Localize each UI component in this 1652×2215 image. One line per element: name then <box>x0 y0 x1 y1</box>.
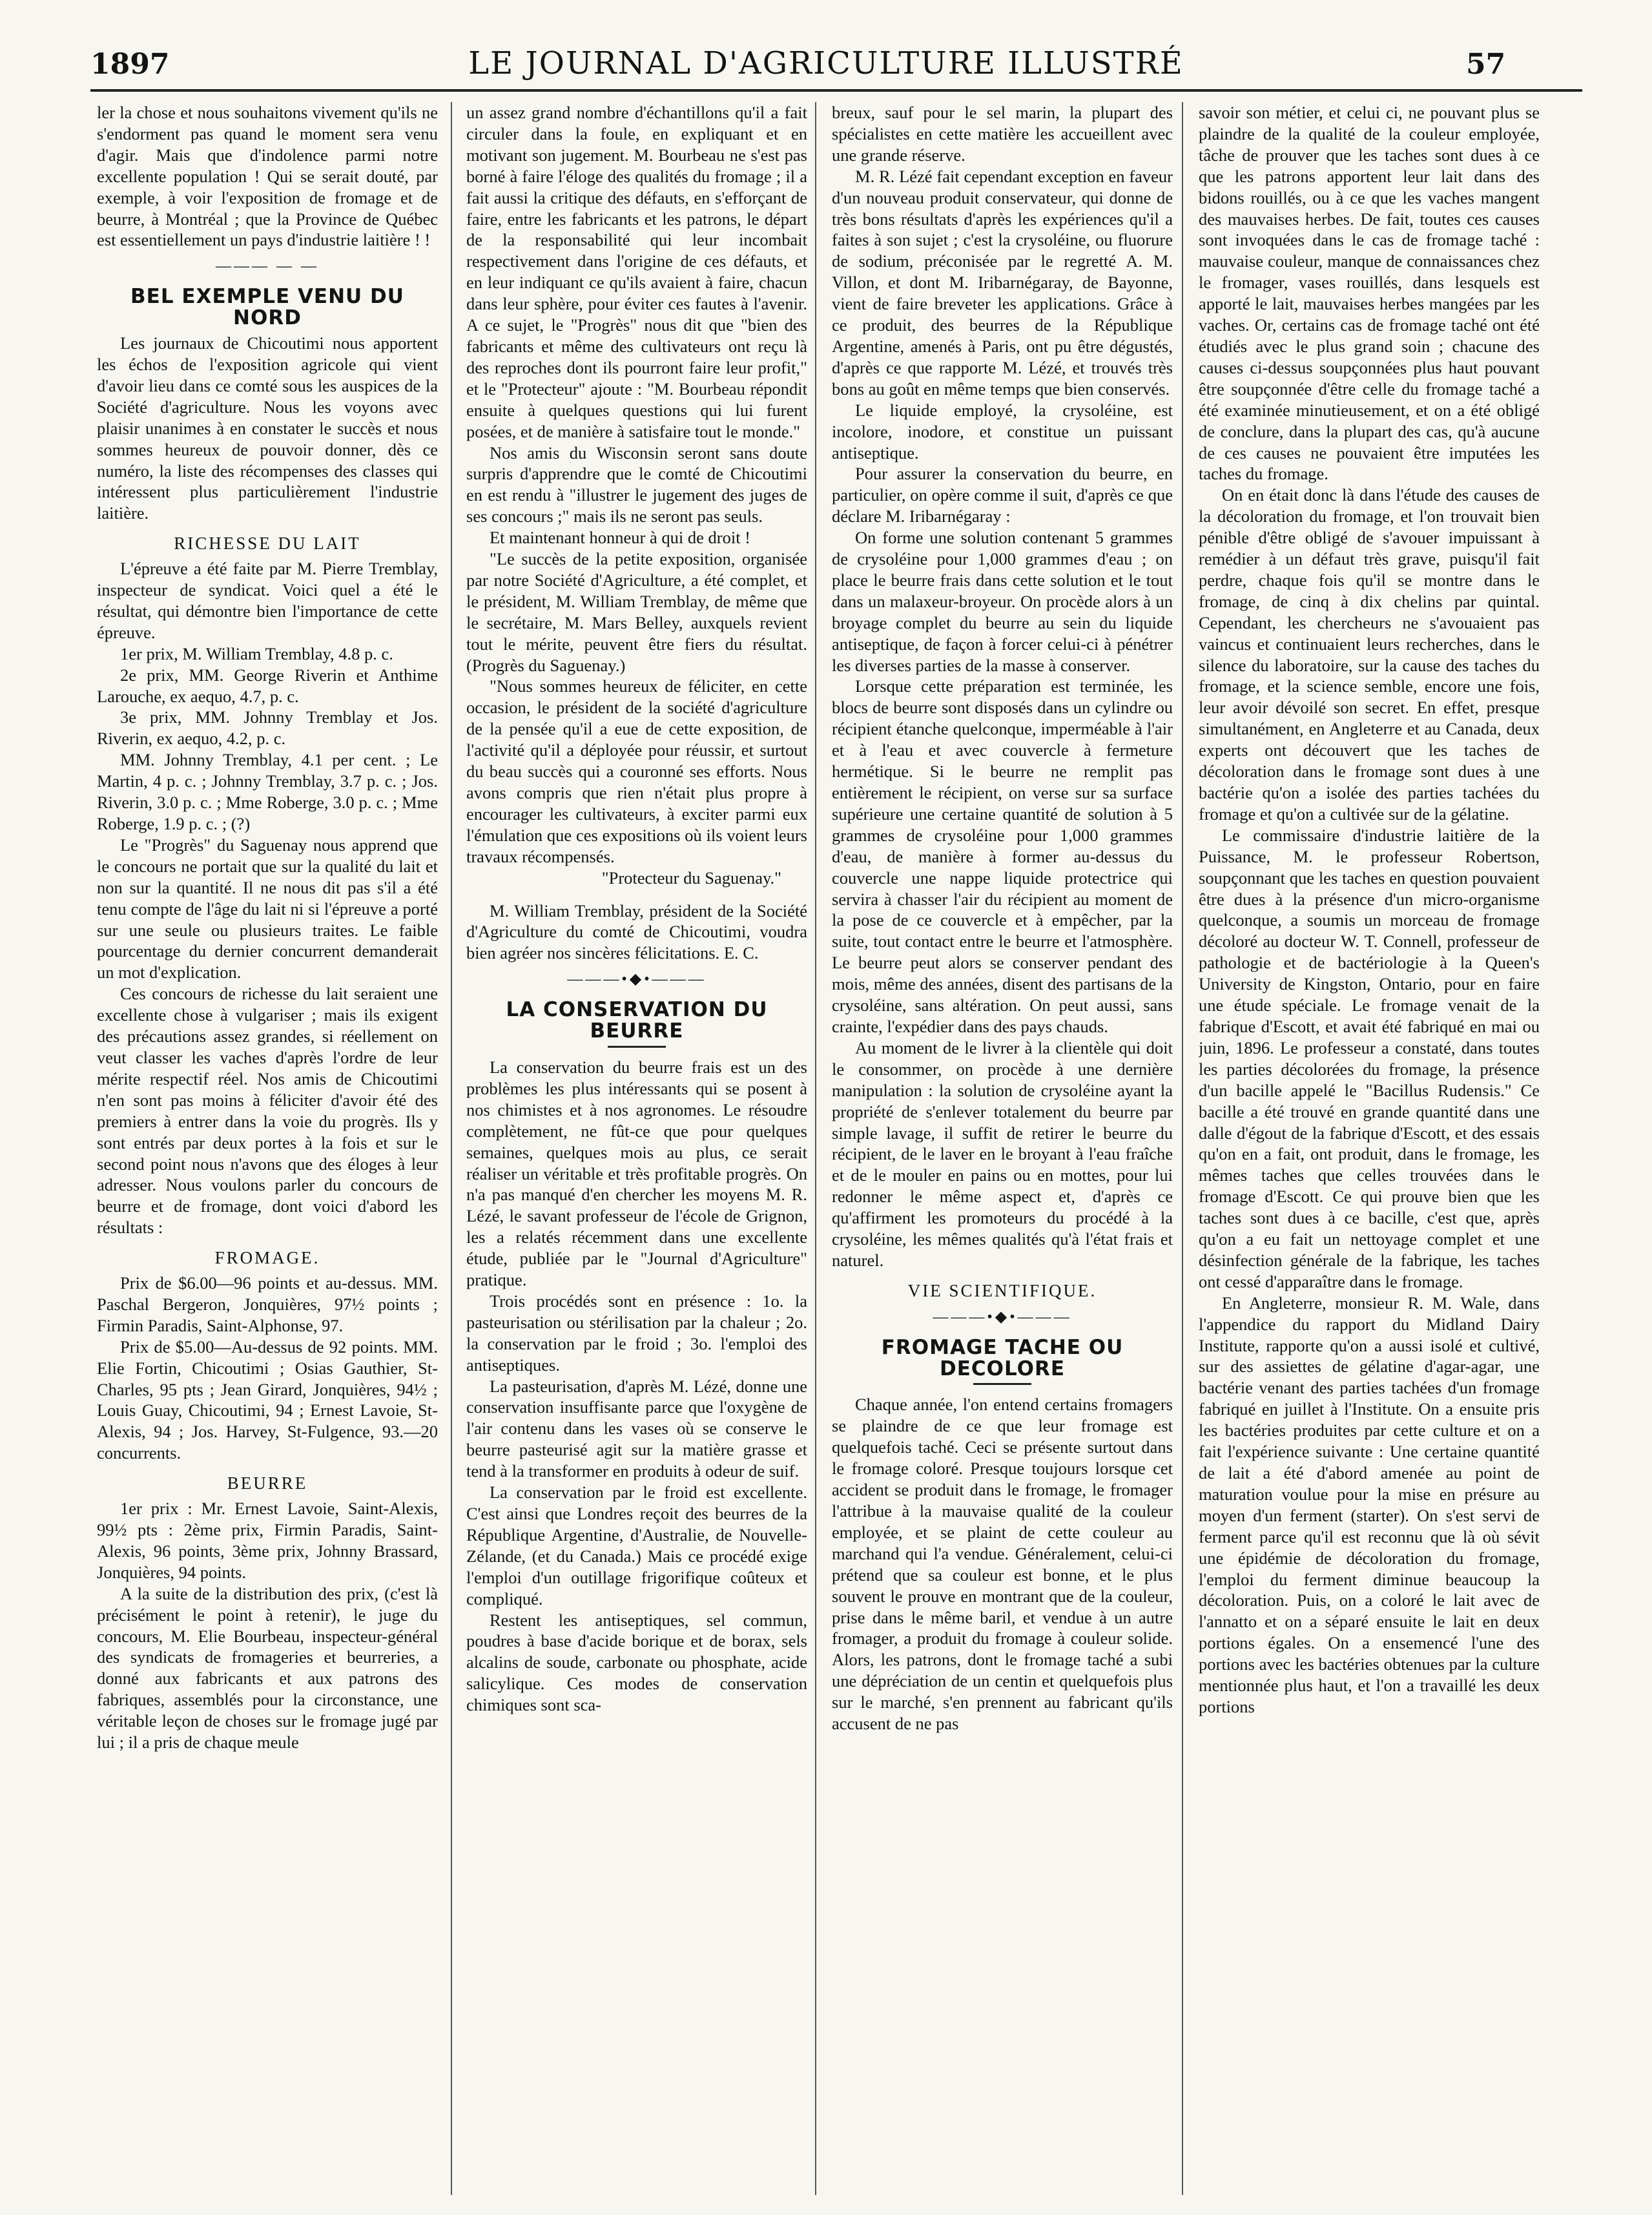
paragraph: On forme une solution contenant 5 grammes de crysoléine pour 1,000 grammes d'eau ; on place le beurre frais dans cette solution et le tout dans un malaxeur-broyeur. On procède alors à un broyage complet du beurre au sein du liquide antiseptique, de façon à forcer celui-ci à pénétrer les diverses parties de la masse à conserver. <box>832 528 1173 675</box>
column-1 <box>97 102 438 2195</box>
column-4 <box>1199 102 1540 2195</box>
heading-vie-scientifique: VIE SCIENTIFIQUE. <box>907 1280 1097 1300</box>
header-rule <box>90 89 1582 92</box>
paragraph: Le "Progrès" du Saguenay nous apprend que le concours ne portait que sur la qualité du lait et non sur la quantité. Il ne nous dit pas s'il a été tenu compte de l'âge du lait ni si l'épreuve a porté sur une seule ou plusieurs traites. Le faible pourcentage du dernier concurrent demanderait un mot d'explication. <box>97 835 438 983</box>
paragraph: Lorsque cette préparation est terminée, les blocs de beurre sont disposés dans un cylindre ou récipient étanche quelconque, imperméable à l'air et à l'eau et avec couvercle à fermeture hermétique. Si le beurre ne remplit pas entièrement le récipient, on verse sur sa surface supérieure une certaine quantité de solution à 5 grammes de crysoléine pour 1,000 grammes d'eau, de manière à former au-dessus du couvercle une nappe liquide protectrice qui servira à chasser l'air du récipient au moment de la pose de ce couvercle et à empêcher, par la suite, tout contact entre le beurre et l'atmosphère. Le beurre peut alors se conserver pendant des mois, même des années, disent des partisans de la crysoléine, sans altération. On peut aussi, sans crainte, l'expédier dans des pays chauds. <box>832 676 1173 1036</box>
paragraph: M. William Tremblay, président de la Société d'Agriculture du comté de Chicoutimi, voudra bien agréer nos sincères félicitations. E. C. <box>466 900 807 963</box>
page-number: 57 <box>1466 48 1506 81</box>
heading-fromage-tache: FROMAGE TACHE OU DECOLORE <box>881 1335 1124 1380</box>
heading-fromage: FROMAGE. <box>214 1248 320 1268</box>
ornament-divider: ———•◆•——— <box>933 1308 1072 1326</box>
prize-entry: Prix de $5.00—Au-dessus de 92 points. MM. Elie Fortin, Chicoutimi ; Osias Gauthier, St-Charles, 95 pts ; Jean Girard, Jonquières, 94½ ; Louis Guay, Chicoutimi, 94 ; Ernest Lavoie, St-Alexis, 94 ; Jos. Harvey, St-Fulgence, 93.—20 concurrents. <box>97 1336 438 1463</box>
page-header <box>0 0 1652 97</box>
paragraph: La pasteurisation, d'après M. Lézé, donne une conservation insuffisante parce que l'oxygène de l'air contenu dans les vases où se conserve le beurre pasteurisé agit sur la matière grasse et tend à la transformer en produits à odeur de suif. <box>466 1376 807 1481</box>
heading-rule <box>608 1046 666 1048</box>
column-2 <box>466 102 807 2195</box>
prize-entry: MM. Johnny Tremblay, 4.1 per cent. ; Le Martin, 4 p. c. ; Johnny Tremblay, 3.7 p. c. ; Jos. Riverin, 3.0 p. c. ; Mme Roberge, 3.0 p. c. ; Mme Roberge, 1.9 p. c. ; (?) <box>97 750 438 833</box>
paragraph: ler la chose et nous souhaitons vivement qu'ils ne s'endorment pas quand le moment sera venu d'agir. Mais que d'indolence parmi notre excellente population ! Qui se serait douté, par exemple, à voir l'exposition de fromage et de beurre, à Montréal ; que la Province de Québec est essentiellement un pays d'industrie laitière ! ! <box>97 103 438 250</box>
heading-richesse-du-lait: RICHESSE DU LAIT <box>174 534 361 554</box>
paragraph: A la suite de la distribution des prix, (c'est là précisément le point à retenir), le juge du concours, M. Elie Bourbeau, inspecteur-général des syndicats de fromageries et beurreries, a donné aux fabricants et aux patrons des fabriques, assemblés pour la circonstance, une véritable leçon de choses sur le fromage jugé par lui ; il a pris de chaque meule <box>97 1583 438 1752</box>
prize-entry: 1er prix : Mr. Ernest Lavoie, Saint-Alexis, 99½ pts : 2ème prix, Firmin Paradis, Saint-Alexis, 96 points, 3ème prix, Johnny Brassard, Jonquières, 94 points. <box>97 1499 438 1582</box>
paragraph: L'épreuve a été faite par M. Pierre Tremblay, inspecteur de syndicat. Voici quel a été le résultat, qui démontre bien l'importance de cette épreuve. <box>97 559 438 642</box>
paragraph: Pour assurer la conservation du beurre, en particulier, on opère comme il suit, d'après ce que déclare M. Iribarnégaray : <box>832 464 1173 526</box>
spacer <box>466 889 807 900</box>
heading-bel-exemple: BEL EXEMPLE VENU DU NORD <box>130 285 404 330</box>
column-divider <box>1182 102 1183 2195</box>
paragraph: breux, sauf pour le sel marin, la plupart des spécialistes en cette matière les accueillent avec une grande réserve. <box>832 103 1173 165</box>
paragraph: Et maintenant honneur à qui de droit ! <box>490 528 751 548</box>
paragraph: Les journaux de Chicoutimi nous apportent les échos de l'exposition agricole qui vient d'avoir lieu dans ce comté sous les auspices de la Société d'agriculture. Nous les voyons avec plaisir unanimes à en constater le succès et nous sommes heureux de pouvoir donner, dès ce numéro, la liste des récompenses des classes qui intéressent plus particulièrement l'industrie laitière. <box>97 333 438 523</box>
paragraph: En Angleterre, monsieur R. M. Wale, dans l'appendice du rapport du Midland Dairy Institute, rapporte qu'on a aussi isolé et cultivé, sur des assiettes de gélatine d'agar-agar, une bactérie venant des parties tachées d'un fromage fabriqué en juillet à l'Institute. On a ensuite pris les bactéries produites par cette culture et on a fait l'expérience suivante : Une certaine quantité de lait a été d'abord amenée au point de maturation voulue pour la mise en présure au moyen d'un ferment (starter). On s'est servi de ferment parce qu'il est reconnu que là où sévit une épidémie de décoloration du fromage, l'emploi du ferment diminue beaucoup la décoloration. Puis, on a coloré le lait avec de l'annatto et on a séparé ensuite le lait en deux portions égales. On a ensemencé l'une des portions avec les bactéries obtenues par la culture mentionnée plus haut, et l'on a travaillé les deux portions <box>1199 1293 1540 1716</box>
prize-entry: 2e prix, MM. George Riverin et Anthime Larouche, ex aequo, 4.7, p. c. <box>97 665 438 706</box>
ornament-divider: ———•◆•——— <box>567 971 707 988</box>
prize-entry: 1er prix, M. William Tremblay, 4.8 p. c. <box>120 643 393 663</box>
heading-conservation-du-beurre: LA CONSERVATION DU BEURRE <box>506 998 768 1043</box>
heading-beurre: BEURRE <box>227 1473 308 1493</box>
paragraph: Le liquide employé, la crysoléine, est incolore, inodore, et constitue un puissant antiseptique. <box>832 400 1173 463</box>
prize-entry: Prix de $6.00—96 points et au-dessus. MM. Paschal Bergeron, Jonquières, 97½ points ; Firmin Paradis, Saint-Alphonse, 97. <box>97 1273 438 1335</box>
journal-title: LE JOURNAL D'AGRICULTURE ILLUSTRÉ <box>468 45 1184 81</box>
ornament-divider: ——— — — <box>216 258 319 275</box>
paragraph: La conservation du beurre frais est un des problèmes les plus intéressants qui se posent à nos chimistes et à nos agronomes. Le résoudre complètement, ne fût-ce que pour quelques semaines, quelques mois au plus, ce serait réaliser un véritable et très profitable progrès. On n'a pas manqué d'en chercher les moyens M. R. Lézé, le savant professeur de l'école de Grignon, les a relatés récemment dans une excellente étude, publiée par le "Journal d'Agriculture" pratique. <box>466 1057 807 1290</box>
column-3 <box>832 102 1173 2195</box>
paragraph: La conservation par le froid est excellente. C'est ainsi que Londres reçoit des beurres de la République Argentine, d'Australie, de Nouvelle-Zélande, (et du Canada.) Mais ce procédé exige l'emploi d'un outillage frigorifique coûteux et compliqué. <box>466 1482 807 1608</box>
paragraph: Trois procédés sont en présence : 1o. la pasteurisation ou stérilisation par la chaleur ; 2o. la conservation par le froid ; 3o. l'emploi des antiseptiques. <box>466 1291 807 1375</box>
paragraph: M. R. Lézé fait cependant exception en faveur d'un nouveau produit conservateur, qui donne de très bons résultats d'après les expériences qu'il a faites à son sujet ; c'est la crysoléine, ou fluorure de sodium, préconisée par le regretté A. M. Villon, et dont M. Iribarnégaray, de Bayonne, vient de faire breveter les applications. Grâce à ce produit, des beurres de la République Argentine, amenés à Paris, ont pu être dégustés, d'après ce que rapporte M. Lézé, et trouvés très bons au goût en même temps que bien conservés. <box>832 166 1173 399</box>
paragraph: Le commissaire d'industrie laitière de la Puissance, M. le professeur Robertson, soupçonnant que les taches en question pouvaient être dues à la présence d'un micro-organisme quelconque, a soumis un morceau de fromage décoloré au docteur W. T. Connell, professeur de pathologie et de bactériologie à la Queen's University de Kingston, Ontario, pour en faire une étude spéciale. Le fromage venait de la fabrique d'Escott, et avait été fabriqué en mai ou juin, 1896. Le professeur a constaté, dans toutes les parties décolorées du fromage, la présence d'un bacille appelé le "Bacillus Rudensis." Ce bacille a été trouvé en grande quantité dans une dalle d'égout de la fabrique d'Escott, et des essais qu'on en a fait, ont produit, dans le fromage, les mêmes taches que celles trouvées dans le fromage d'Escott. Ce qui prouve bien que les taches sont dues à ce bacille, c'est que, après qu'on a eu fait un nettoyage complet et une désinfection générale de la fabrique, les taches ont cessé d'apparaître dans le fromage. <box>1199 825 1540 1291</box>
column-divider <box>451 102 452 2195</box>
paragraph: Ces concours de richesse du lait seraient une excellente chose à vulgariser ; mais ils exigent des précautions assez grandes, si réellement on veut classer les vaches d'après l'ordre de leur mérite respectif réel. Nos amis de Chicoutimi n'en sont pas moins à féliciter d'avoir été des premiers à entrer dans la voie du progrès. Ils y sont entrés par deux portes à la fois et sur le second point nous n'avons que des éloges à leur adresser. Nous voulons parler du concours de beurre et de fromage, dont voici d'abord les résultats : <box>97 984 438 1238</box>
prize-entry: 3e prix, MM. Johnny Tremblay et Jos. Riverin, ex aequo, 4.2, p. c. <box>97 707 438 749</box>
signature: "Protecteur du Saguenay." <box>601 868 781 888</box>
heading-rule <box>973 1383 1031 1385</box>
paragraph: Au moment de le livrer à la clientèle qui doit le consommer, on procède à une dernière manipulation : la solution de crysoléine ayant la propriété de s'enlever totalement du beurre par simple lavage, il suffit de retirer le beurre du récipient, de le laver en le broyant à l'eau fraîche et de le mouler en pains ou en mottes, pour lui redonner le même aspect et, d'après ce qu'affirment les promoteurs du procédé à la crysoléine, les mêmes qualités qu'à l'état frais et naturel. <box>832 1037 1173 1270</box>
paragraph: "Le succès de la petite exposition, organisée par notre Société d'Agriculture, a été complet, et le président, M. William Tremblay, de même que le secrétaire, M. Mars Belley, auxquels revient tout le mérite, peuvent être fiers du résultat. (Progrès du Saguenay.) <box>466 549 807 675</box>
paragraph: Chaque année, l'on entend certains fromagers se plaindre de ce que leur fromage est quelquefois taché. Ceci se présente surtout dans le fromage coloré. Presque toujours lorsque cet accident se produit dans le fromage, le fromager l'attribue à la mauvaise qualité de la couleur employée, et se plaint de cette couleur au marchand qui l'a vendue. Généralement, celui-ci prétend que sa couleur est bonne, et le plus souvent le prouve en montrant que de la couleur, prise dans le même baril, et vendue à un autre fromager, a produit du fromage à couleur solide. Alors, les patrons, dont le fromage taché a subi une dépréciation de un centin et quelquefois plus sur le marché, s'en prennent au fabricant qu'ils accusent de ne pas <box>832 1395 1173 1734</box>
paragraph: Nos amis du Wisconsin seront sans doute surpris d'apprendre que le comté de Chicoutimi en est rendu à "illustrer le jugement des juges de ses concours ;" mais ils ne seront pas seuls. <box>466 442 807 526</box>
paragraph: "Nous sommes heureux de féliciter, en cette occasion, le président de la société d'agriculture de la pensée qu'il a eue de cette exposition, de l'activité qu'il a déployée pour réussir, et surtout du beau succès qui a couronné ses efforts. Nous avons compris que rien n'était plus propre à encourager les cultivateurs, à exciter parmi eux l'émulation que ces expositions où ils voient leurs travaux récompensés. <box>466 676 807 866</box>
paragraph: On en était donc là dans l'étude des causes de la décoloration du fromage, et l'on trouvait bien pénible d'être obligé de s'avouer impuissant à remédier à un défaut très grave, puisqu'il fait perdre, chaque fois qu'il se montre dans le fromage, de cinq à dix chelins par quintal. Cependant, les chercheurs ne s'avouaient pas vaincus et continuaient leurs recherches, dans le silence du laboratoire, sur la cause des taches du fromage, et la science semble, encore une fois, leur avoir dévoilé son secret. En effet, presque simultanément, en Angleterre et au Canada, deux experts ont découvert que les taches de décoloration dans le fromage sont dues à une bactérie qu'on a isolée des parties tachées du fromage et qu'on a cultivée sur de la gélatine. <box>1199 485 1540 824</box>
paragraph: un assez grand nombre d'échantillons qu'il a fait circuler dans la foule, en expliquant et en motivant son jugement. M. Bourbeau ne s'est pas borné à faire l'éloge des qualités du fromage ; il a fait aussi la critique des défauts, en s'efforçant de faire, entre les fabricants et les patrons, le départ de la responsabilité qui leur incombait respectivement dans l'origine de ces défauts, et en leur indiquant ce qu'ils avaient à faire, chacun dans leur sphère, pour éviter ces fautes à l'avenir. A ce sujet, le "Progrès" nous dit que "bien des fabricants et même des cultivateurs ont reçu là des reproches dont ils pourront faire leur profit," et le "Protecteur" ajoute : "M. Bourbeau répondit ensuite à quelques questions qui lui furent posées, et de manière à satisfaire tout le monde." <box>466 103 807 441</box>
paragraph: savoir son métier, et celui ci, ne pouvant plus se plaindre de la qualité de la couleur employée, tâche de prouver que les taches sont dues à ce que les patrons apportent leur lait dans des bidons rouillés, ou à ce que les vaches mangent des mauvaises herbes. De fait, toutes ces causes sont invoquées dans le cas de fromage taché : mauvaise couleur, manque de connaissances chez le fromager, vases rouillés, dans lesquels est apporté le lait, mauvaises herbes mangées par les vaches. Or, certains cas de fromage taché ont été étudiés avec le plus grand soin ; chacune des causes ci-dessus soupçonnées plus haut pouvant être soupçonnée d'être celle du fromage taché a été examinée minutieusement, et on a été obligé de conclure, dans la plupart des cas, qu'à aucune de ces causes ne pouvaient être imputées les taches du fromage. <box>1199 103 1540 484</box>
year: 1897 <box>90 48 170 81</box>
column-divider <box>815 102 816 2195</box>
paragraph: Restent les antiseptiques, sel commun, poudres à base d'acide borique et de borax, sels alcalins de soude, carbonate ou phosphate, acide salicylique. Ces modes de conservation chimiques sont sca- <box>466 1610 807 1715</box>
